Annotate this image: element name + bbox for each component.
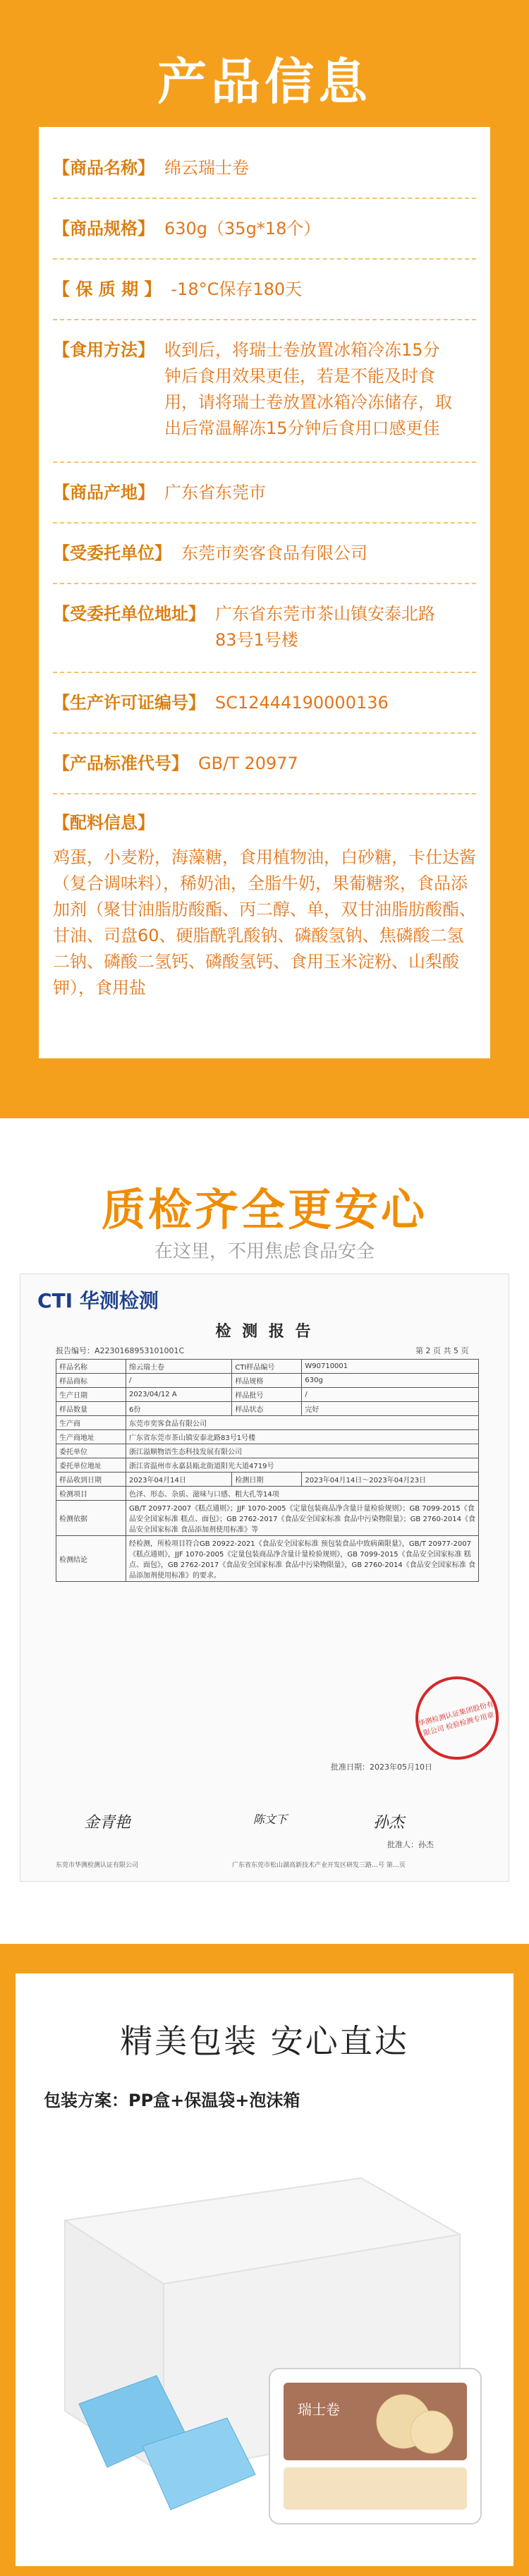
report-cell-value: 2023/04/12 A [126, 1388, 232, 1402]
info-row-spec [53, 216, 476, 260]
report-cell-label: 委托单位地址 [56, 1458, 126, 1473]
report-row [56, 1360, 479, 1374]
report-cell-label: 样品名称 [56, 1360, 126, 1374]
report-cell-value: 630g [302, 1374, 479, 1388]
signature-2: 陈文下 [253, 1813, 288, 1826]
report-cell-label: 样品状态 [232, 1402, 302, 1416]
inspection-stamp [406, 1667, 509, 1770]
report-cell-label: 样品收到日期 [56, 1473, 126, 1487]
report-cell-value: 完好 [302, 1402, 479, 1416]
info-row-usage [53, 337, 476, 463]
report-cell-label: 检测日期 [232, 1473, 302, 1487]
info-value: 收到后，将瑞士卷放置冰箱冷冻15分钟后食用效果更佳，若是不能及时食用，请将瑞士卷放置冰箱冷冻储存，取出后常温解冻15分钟后食用口感更佳 [164, 340, 452, 438]
product-info-section [0, 0, 529, 1118]
report-cell-value: / [126, 1374, 232, 1388]
info-row-shelf-life [53, 277, 476, 320]
report-row [56, 1374, 479, 1388]
info-label: 【受委托单位地址】 [53, 604, 205, 624]
issue-date: 批准日期：2023年05月10日 [331, 1762, 432, 1772]
report-cell-value: 东莞市奕客食品有限公司 [126, 1416, 479, 1430]
info-row-license [53, 690, 476, 734]
signature-3: 孙杰 [373, 1814, 405, 1832]
approver: 批准人：孙杰 [387, 1840, 434, 1849]
info-value: -18°C保存180天 [171, 279, 303, 299]
info-value: 东莞市奕客食品有限公司 [181, 543, 367, 563]
report-cell-label: 生产商地址 [56, 1430, 126, 1444]
report-cell-value: 浙江省温州市永嘉县瓯北街道阳光大道4719号 [126, 1458, 479, 1473]
product-info-card [39, 127, 490, 1058]
info-row-name [53, 155, 476, 199]
report-cell-value: 浙江溢顺物语生态科技发展有限公司 [126, 1444, 479, 1458]
info-value: 广东省东莞市茶山镇安泰北路83号1号楼 [215, 604, 435, 650]
report-footer-right: 广东省东莞市松山湖高新技术产业开发区研发三路…号 第…页 [232, 1862, 406, 1869]
info-label: 【商品名称】 [53, 158, 154, 178]
signature-1: 金青艳 [84, 1814, 131, 1832]
quality-title: 质检齐全更安心 [101, 1184, 427, 1235]
report-cell-label: 检测项目 [56, 1487, 126, 1501]
report-cell-label: CTI样品编号 [232, 1360, 302, 1374]
report-cell-value: 色泽、形态、杂质、滋味与口感、粗大孔等14项 [126, 1487, 479, 1501]
info-row-origin [53, 480, 476, 524]
info-row-standard [53, 751, 476, 794]
report-row [56, 1402, 479, 1416]
info-row-entrusted [53, 540, 476, 584]
packaging-section [0, 1944, 529, 2576]
report-cell-label: 委托单位 [56, 1444, 126, 1458]
info-value: SC12444190000136 [215, 693, 389, 713]
info-value: 鸡蛋，小麦粉，海藻糖，食用植物油，白砂糖，卡仕达酱（复合调味料），稀奶油，全脂牛奶，果葡糖浆，食品添加剂（聚甘油脂肪酸酯、丙二醇、单，双甘油脂肪酸酯、甘油、司盘60、硬脂酰乳酸钠、磷酸氢钠、焦磷酸二氢二钠、磷酸二氢钙、磷酸氢钙、食用玉米淀粉、山梨酸钾），食用盐 [53, 847, 476, 998]
report-row [56, 1501, 479, 1536]
report-cell-label: 样品商标 [56, 1374, 126, 1388]
report-cell-label: 生产日期 [56, 1388, 126, 1402]
info-label: 【 保 质 期 】 [53, 279, 162, 299]
report-cell-label: 检测结论 [56, 1536, 126, 1582]
report-row [56, 1473, 479, 1487]
info-row-address [53, 601, 476, 673]
report-cell-label: 样品批号 [232, 1388, 302, 1402]
info-value: 绵云瑞士卷 [164, 158, 249, 178]
report-cell-value: 广东省东莞市茶山镇安泰北路83号1号楼 [126, 1430, 479, 1444]
report-cell-value: 2023年04月14日 [126, 1473, 232, 1487]
stamp-text: 华测检测认证集团股份有限公司 检验检测专用章 [418, 1700, 495, 1738]
report-row [56, 1487, 479, 1501]
report-cell-value: / [302, 1388, 479, 1402]
info-row-ingredients [53, 810, 476, 1036]
report-row [56, 1444, 479, 1458]
report-row [56, 1458, 479, 1473]
info-label: 【生产许可证编号】 [53, 693, 205, 713]
info-value: 广东省东莞市 [164, 483, 266, 502]
info-label: 【商品规格】 [53, 219, 154, 238]
report-row [56, 1536, 479, 1582]
report-number: 报告编号：A2230168953101001C [56, 1346, 185, 1355]
report-row [56, 1430, 479, 1444]
pp-box [269, 2369, 481, 2524]
report-title: 检 测 报 告 [215, 1323, 314, 1341]
info-label: 【受委托单位】 [53, 543, 171, 563]
report-table [56, 1359, 479, 1582]
report-cell-label: 样品规格 [232, 1374, 302, 1388]
inspection-report [20, 1274, 509, 1882]
product-info-title: 产品信息 [157, 53, 372, 111]
info-label: 【配料信息】 [53, 813, 154, 833]
report-cell-label: 检测依据 [56, 1501, 126, 1536]
report-cell-value: W90710001 [302, 1360, 479, 1374]
info-label: 【产品标准代号】 [53, 754, 188, 773]
report-row [56, 1416, 479, 1430]
report-cell-value: GB/T 20977-2007《糕点通则》；JJF 1070-2005《定量包装商品净含量计量检验规则》；GB 7099-2015《食品安全国家标准 糕点、面包》；GB 2762-2017《食品安全国家标准 食品中污染物限量》；GB 2760-2014《食品安全国家标准 食品添加剂使用标准》等 [126, 1501, 479, 1536]
packaging-panel [16, 1973, 513, 2566]
info-label: 【商品产地】 [53, 483, 154, 502]
report-cell-label: 样品数量 [56, 1402, 126, 1416]
report-footer-left: 东莞市华测检测认证有限公司 [56, 1862, 139, 1869]
info-label: 【食用方法】 [53, 340, 154, 360]
packaging-title: 精美包装 安心直达 [120, 2022, 409, 2060]
report-cell-value: 2023年04月14日～2023年04月23日 [302, 1473, 479, 1487]
packaging-scheme: 包装方案：PP盒+保温袋+泡沫箱 [44, 2091, 300, 2110]
cti-logo: CTI 华测检测 [37, 1289, 159, 1312]
pp-box-label: 瑞士卷 [298, 2401, 340, 2418]
report-cell-value: 绵云瑞士卷 [126, 1360, 232, 1374]
info-value: GB/T 20977 [198, 754, 298, 773]
report-cell-value: 经检测，所检项目符合GB 20922-2021《食品安全国家标准 预包装食品中致病菌限量》，GB/T 20977-2007《糕点通则》，JJF 1070-2005《定量包装商品净含量计量检验规则》，GB 7099-2015《食品安全国家标准 糕点、面包》，GB 2762-2017《食品安全国家标准 食品中污染物限量》，GB 2760-2014《食品安全国家标准 食品添加剂使用标准》的要求。 [126, 1536, 479, 1582]
report-page: 第 2 页 共 5 页 [415, 1346, 469, 1355]
packaging-illustration [37, 2136, 495, 2545]
quality-section [0, 1118, 529, 1944]
report-cell-label: 生产商 [56, 1416, 126, 1430]
report-row [56, 1388, 479, 1402]
report-cell-value: 6份 [126, 1402, 232, 1416]
info-value: 630g（35g*18个） [164, 219, 321, 238]
quality-subtitle: 在这里，不用焦虑食品安全 [154, 1241, 375, 1262]
